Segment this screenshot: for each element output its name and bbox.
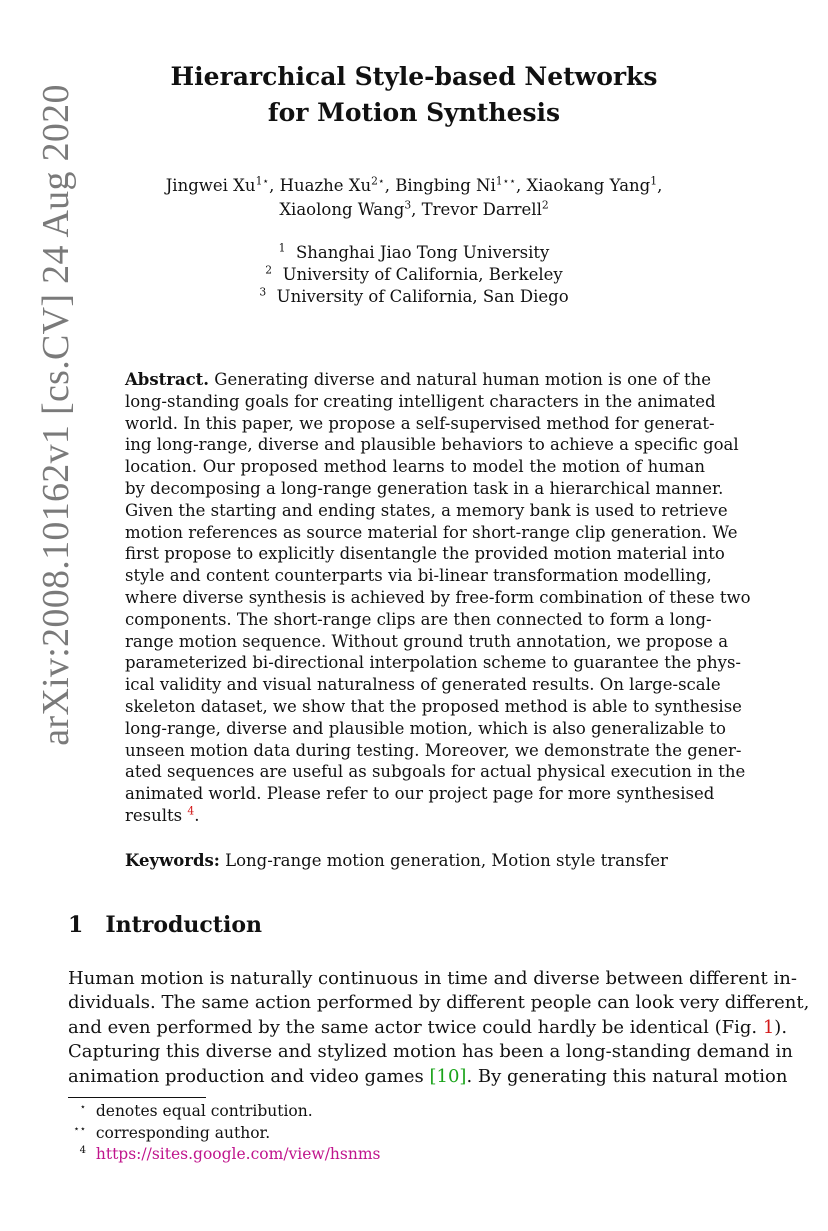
figure-reference-link[interactable]: 1 [762, 1016, 775, 1038]
keywords-line [125, 851, 668, 870]
section-heading [68, 912, 262, 938]
affiliation-number: 1 [278, 241, 286, 255]
affiliation-3 [0, 287, 828, 306]
paragraph-line: Capturing this diverse and stylized motion has been a long-standing demand in [68, 1041, 793, 1063]
footnote-text: corresponding author. [95, 1123, 271, 1142]
abstract-line: location. Our proposed method learns to model the motion of human [125, 457, 705, 477]
affiliation-number: 3 [259, 285, 267, 299]
paper-title-line-2: for Motion Synthesis [267, 98, 561, 127]
author-list-line-1: Jingwei $Xu^{1⋆}$, Huazhe $Xu^{2⋆}$, Bingbing $Ni^{1⋆⋆}$, Xiaokang Yang$^1$, [165, 174, 663, 195]
paragraph-line: and even performed by the same actor twice could hardly be identical (Fig. 1). [68, 1016, 788, 1038]
section-title: Introduction [105, 912, 262, 938]
author-affiliation-mark: 3 [404, 198, 412, 212]
abstract-line: style and content counterparts via bi-linear transformation modelling, [125, 566, 712, 586]
author-affiliation-mark: 1⋆⋆ [495, 174, 517, 188]
project-page-url-link[interactable]: https://sites.google.com/view/hsnms [95, 1145, 381, 1163]
abstract-line: long-standing goals for creating intelligent characters in the animated [125, 391, 716, 411]
abstract-line: animated world. Please refer to our project page for more synthesised [125, 784, 715, 804]
footnote-text: denotes equal contribution. [95, 1102, 313, 1120]
author-affiliation-mark: 1⋆ [255, 174, 270, 188]
footnote-divider [68, 1097, 206, 1098]
author-name: Bingbing Ni [395, 176, 496, 195]
abstract-line: range motion sequence. Without ground truth annotation, we propose a [125, 631, 729, 651]
abstract-line: where diverse synthesis is achieved by free-form combination of these two [125, 587, 751, 607]
paragraph-line: dividuals. The same action performed by different people can look very different, [68, 992, 810, 1014]
footnote-mark: ⋆ [79, 1101, 86, 1113]
abstract-line: Abstract. Generating diverse and natural human motion is one of the [125, 370, 711, 389]
affiliation-name: Shanghai Jiao Tong University [295, 243, 550, 262]
paper-title-line-1: Hierarchical Style-based Networks [170, 62, 658, 91]
footnote-mark: ⋆⋆ [73, 1123, 86, 1135]
author-list-line-2: Xiaolong Wang$^3$, Trevor Darrell$^2$ [279, 198, 549, 219]
abstract-line: long-range, diverse and plausible motion, which is also generalizable to [125, 718, 726, 738]
abstract-block [125, 369, 751, 827]
abstract-label: Abstract. [125, 370, 210, 389]
abstract-line: unseen motion data during testing. Moreover, we demonstrate the gener- [125, 740, 742, 760]
footnote-mark: 4 [79, 1144, 86, 1156]
footnotes-block [68, 1101, 762, 1166]
author-name: Xiaolong Wang [279, 200, 405, 219]
author-name: Jingwei Xu [165, 176, 256, 195]
section-number: 1 [68, 912, 84, 938]
abstract-line: results $^4$. [125, 804, 200, 825]
citation-link[interactable]: [10] [429, 1065, 467, 1087]
keywords-label: Keywords: [125, 851, 220, 870]
abstract-line: motion references as source material for short-range clip generation. We [125, 522, 738, 542]
affiliation-1 [0, 243, 828, 262]
abstract-line: skeleton dataset, we show that the proposed method is able to synthesise [125, 696, 742, 716]
author-affiliation-mark: 1 [650, 174, 658, 188]
arxiv-identifier-stamp: arXiv:2008.10162v1 [cs.CV] 24 Aug 2020 [35, 84, 77, 746]
abstract-line: ical validity and visual naturalness of generated results. On large-scale [125, 675, 721, 695]
paragraph-line: animation production and video games [10]. By generating this natural motion [68, 1065, 788, 1087]
abstract-line: parameterized bi-directional interpolation scheme to guarantee the phys- [125, 653, 742, 673]
introduction-paragraph [68, 967, 810, 1089]
paragraph-line: Human motion is naturally continuous in time and diverse between different in- [68, 968, 797, 989]
abstract-line: first propose to explicitly disentangle the provided motion material into [125, 544, 725, 564]
abstract-line: ated sequences are useful as subgoals for actual physical execution in the [125, 762, 746, 782]
author-name: Huazhe Xu [279, 176, 372, 195]
footnote [68, 1123, 762, 1145]
affiliation-2 [0, 265, 828, 284]
author-name: Xiaokang Yang [526, 176, 651, 195]
keywords-text: Long-range motion generation, Motion style transfer [219, 851, 668, 870]
affiliation-name: University of California, Berkeley [282, 265, 563, 284]
author-affiliation-mark: 2 [541, 198, 549, 212]
affiliation-number: 2 [265, 263, 273, 277]
abstract-line: components. The short-range clips are then connected to form a long- [125, 609, 712, 629]
footnote [68, 1101, 762, 1123]
abstract-line: by decomposing a long-range generation task in a hierarchical manner. [125, 478, 724, 498]
abstract-line: ing long-range, diverse and plausible behaviors to achieve a specific goal [125, 435, 739, 455]
footnote-ref[interactable]: 4 [187, 804, 195, 818]
footnote [68, 1144, 762, 1166]
abstract-line: world. In this paper, we propose a self-supervised method for generat- [125, 413, 715, 433]
author-name: Trevor Darrell [421, 200, 542, 219]
abstract-line: Given the starting and ending states, a memory bank is used to retrieve [125, 500, 728, 520]
author-affiliation-mark: 2⋆ [371, 174, 385, 188]
affiliation-name: University of California, San Diego [276, 287, 569, 306]
